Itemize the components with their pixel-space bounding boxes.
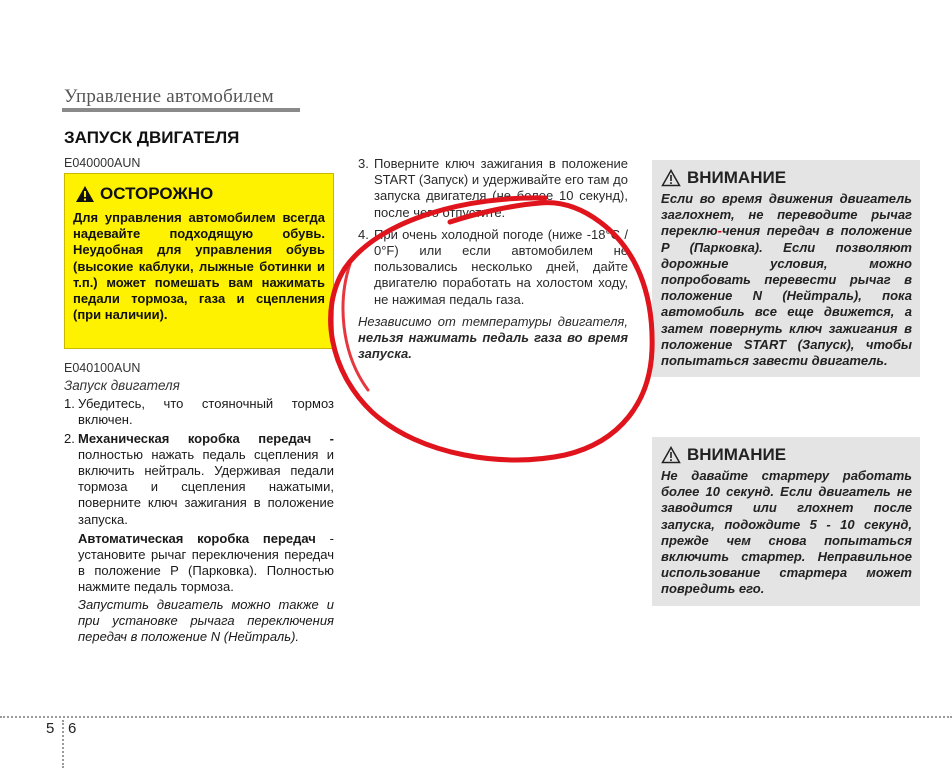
page-number-divider — [62, 720, 64, 768]
list-item — [64, 396, 334, 428]
middle-column — [358, 156, 628, 362]
item-number: 1. — [64, 396, 75, 412]
warning-text: Не давайте стартеру работать более 10 секунд. Если двигатель не заводится или глохнет после запуска, подождите 5 - 10 секунд, прежде чем снова попытаться включить стартер. Неправильное использование стартера может повредить его. — [661, 468, 912, 597]
italic-note — [358, 314, 628, 363]
list-item — [358, 156, 628, 221]
warning-triangle-outline-icon — [661, 169, 681, 187]
note-bold: нельзя нажимать педаль газа во время запуска. — [358, 330, 628, 362]
caution-title: ОСТОРОЖНО — [100, 184, 214, 203]
subheading: Запуск двигателя — [64, 378, 180, 393]
list-item — [64, 431, 334, 646]
caution-header — [75, 184, 325, 204]
warning-title: ВНИМАНИЕ — [687, 445, 787, 464]
warning-header — [661, 168, 912, 188]
left-column — [64, 378, 334, 645]
item-text: При очень холодной погоде (ниже -18°C / 0°F) или если автомобилем не пользовались несколько дней, дайте двигателю поработать на холостом ходу, не нажимая педаль газа. — [374, 226, 628, 307]
page-title: ЗАПУСК ДВИГАТЕЛЯ — [64, 128, 240, 147]
auto-label: Автоматическая коробка передач — [78, 530, 316, 546]
warning-title: ВНИМАНИЕ — [687, 168, 787, 187]
warning-box — [652, 160, 920, 377]
auto-text: - установите рычаг переключения передач в положение P (Парковка). Полностью нажмите педаль тормоза. — [78, 530, 334, 595]
caution-box — [64, 173, 334, 349]
warning-text: Если во время движения двигатель заглохнет, не переводите рычаг переклю-чения передач в положение P (Парковка). Если позволяют дорожные условия, можно попробовать перевести рычаг в положение N (Нейтраль), пока автомобиль все еще движется, а затем повернуть ключ зажигания в положение START (Запуск), чтобы попытаться завести двигатель. — [661, 191, 912, 369]
item-body — [78, 431, 334, 646]
item-number: 2. — [64, 430, 75, 446]
item-number: 3. — [358, 156, 369, 171]
section-code: E040100AUN — [64, 361, 141, 375]
manual-text: полностью нажать педаль сцепления и включить нейтраль. Удерживая педали тормоза и сцепления нажатыми, поверните ключ зажигания в положение запуска. — [78, 446, 334, 527]
item-text: Поверните ключ зажигания в положение START (Запуск) и удерживайте его там до запуска двигателя (не более 10 секунд), после чего отпустите. — [374, 156, 628, 220]
warning-box — [652, 437, 920, 606]
warning-triangle-icon — [75, 185, 95, 203]
item-text: Убедитесь, что стояночный тормоз включен. — [78, 396, 334, 428]
list-item — [358, 227, 628, 308]
section-rule — [62, 108, 300, 112]
item-number: 4. — [358, 226, 369, 242]
italic-note: Запустить двигатель можно также и при установке рычага переключения передач в положение N (Нейтраль). — [78, 596, 334, 645]
manual-label: Механическая коробка передач - — [78, 430, 334, 446]
warning-header — [661, 445, 912, 465]
warning-triangle-outline-icon — [661, 446, 681, 464]
auto-paragraph — [78, 531, 334, 596]
note-plain: Независимо от температуры двигателя, — [358, 313, 628, 329]
caution-text: Для управления автомобилем всегда надевайте подходящую обувь. Неудобная для управления обувь (высокие каблуки, лыжные ботинки и т.п.) может помешать вам нажимать педали тормоза, газа и сцепления (при наличии). — [73, 210, 325, 323]
section-code: E040000AUN — [64, 156, 141, 170]
page-number-section: 5 — [46, 720, 55, 737]
footer-rule — [0, 716, 952, 718]
section-header: Управление автомобилем — [64, 86, 274, 107]
page-number-page: 6 — [68, 720, 77, 737]
